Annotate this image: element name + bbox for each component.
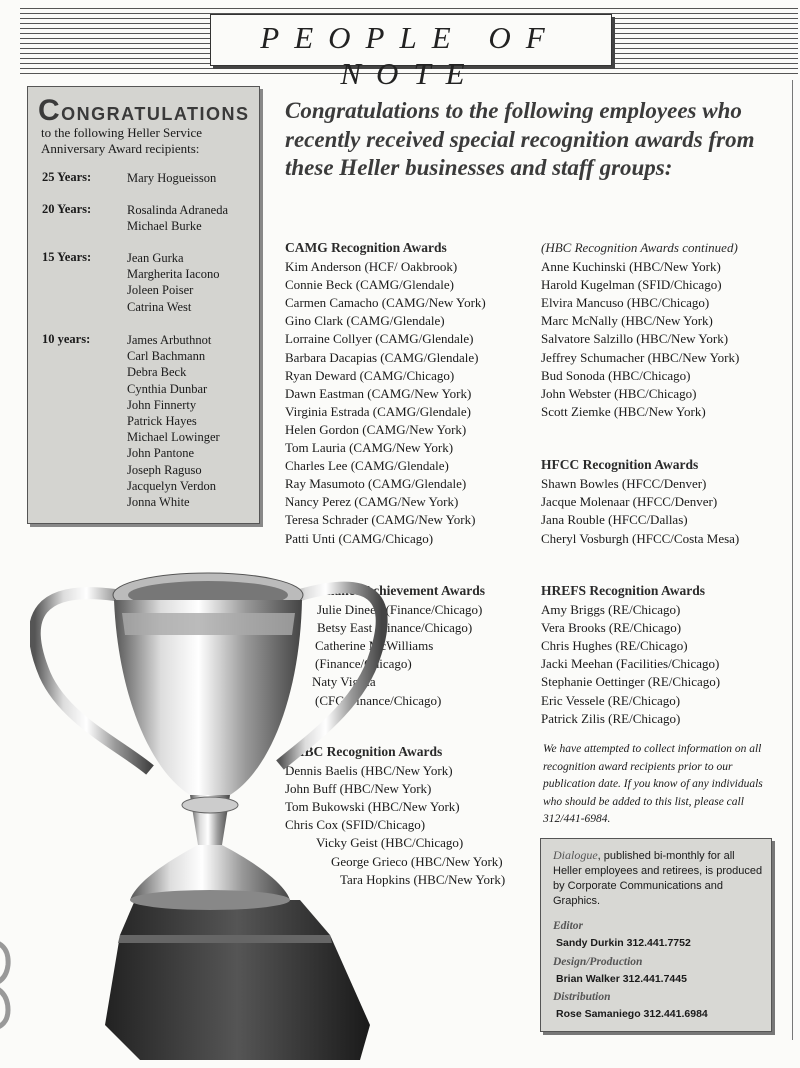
list-item: Jana Rouble (HFCC/Dallas) — [541, 512, 688, 528]
list-item: Nancy Perez (CAMG/New York) — [285, 494, 459, 510]
main-heading: Congratulations to the following employees who recently received special recognition awards from these Heller businesses and staff groups: — [285, 98, 755, 180]
list-item: Patti Unti (CAMG/Chicago) — [285, 530, 434, 546]
list-item: Helen Gordon (CAMG/New York) — [285, 421, 467, 437]
finance-title: Finance Achievement Awards — [315, 583, 485, 598]
list-item: Connie Beck (CAMG/Glendale) — [285, 277, 454, 293]
page-edge-rule — [792, 80, 793, 1040]
collection-note: We have attempted to collect information on all recognition award recipients prior to our publication date. If you know of any individuals who should be added to this list, please call 312/441-6984. — [543, 743, 763, 825]
list-item: Stephanie Oettinger (RE/Chicago) — [541, 674, 721, 690]
list-item: Cynthia Dunbar — [127, 381, 208, 396]
list-item: Marc McNally (HBC/New York) — [541, 313, 713, 329]
hrefs-title: HREFS Recognition Awards — [541, 583, 706, 598]
camg-title: CAMG Recognition Awards — [285, 240, 447, 255]
list-item: John Pantone — [127, 446, 195, 461]
list-item: Jacquelyn Verdon — [127, 478, 216, 493]
list-item: Mary Hogueisson — [127, 171, 217, 185]
list-item: Chris Cox (SFID/Chicago) — [285, 817, 426, 833]
list-item: Catrina West — [127, 299, 192, 314]
list-item: Jacque Molenaar (HFCC/Denver) — [541, 494, 718, 510]
list-item: Cheryl Vosburgh (HFCC/Costa Mesa) — [541, 530, 740, 546]
list-item: Dawn Eastman (CAMG/New York) — [285, 385, 472, 401]
list-item: Carmen Camacho (CAMG/New York) — [285, 295, 486, 311]
list-item: Barbara Dacapias (CAMG/Glendale) — [285, 349, 479, 365]
hbc-continued-title: (HBC Recognition Awards continued) — [541, 240, 738, 255]
anniversary-intro: to the following Heller Service Anniversary Award recipients: — [41, 125, 203, 156]
masthead-description: Dialogue, published bi-monthly for all Heller employees and retirees, is produced by Corporate Communications and Graphics. — [553, 848, 763, 907]
list-item: Margherita Iacono — [127, 267, 220, 282]
list-item: Teresa Schrader (CAMG/New York) — [285, 512, 476, 528]
list-item: Patrick Hayes — [127, 414, 197, 429]
list-item: (Finance/Chicago) — [315, 656, 412, 672]
list-item: George Grieco (HBC/New York) — [331, 853, 503, 869]
list-item: Ryan Deward (CAMG/Chicago) — [285, 367, 455, 383]
design-contact: Brian Walker 312.441.7445 — [556, 973, 687, 985]
list-item: Naty Vigilia — [312, 674, 376, 690]
list-item: Tom Bukowski (HBC/New York) — [285, 799, 460, 815]
list-item: James Arbuthnot — [127, 333, 212, 347]
design-label: Design/Production — [553, 956, 643, 968]
years-label: 25 Years: — [42, 170, 92, 184]
list-item: Eric Vessele (RE/Chicago) — [541, 692, 681, 708]
list-item: John Finnerty — [127, 397, 197, 412]
list-item: Charles Lee (CAMG/Glendale) — [285, 458, 449, 474]
distribution-label: Distribution — [553, 991, 611, 1003]
editor-label: Editor — [553, 920, 584, 932]
list-item: Jacki Meehan (Facilities/Chicago) — [541, 656, 720, 672]
list-item: Jeffrey Schumacher (HBC/New York) — [541, 349, 740, 365]
list-item: Scott Ziemke (HBC/New York) — [541, 403, 706, 419]
list-item: Tara Hopkins (HBC/New York) — [340, 871, 506, 887]
list-item: Jean Gurka — [127, 251, 184, 265]
list-item: John Buff (HBC/New York) — [285, 781, 432, 797]
distribution-contact: Rose Samaniego 312.441.6984 — [556, 1008, 708, 1020]
list-item: Chris Hughes (RE/Chicago) — [541, 638, 688, 654]
list-item: Amy Briggs (RE/Chicago) — [541, 602, 681, 617]
years-label: 10 years: — [42, 332, 91, 346]
list-item: Ray Masumoto (CAMG/Glendale) — [285, 476, 467, 492]
trophy-icon — [30, 555, 400, 1065]
list-item: Gino Clark (CAMG/Glendale) — [285, 313, 445, 329]
years-label: 15 Years: — [42, 250, 92, 264]
names-10 — [127, 332, 220, 510]
list-item: Harold Kugelman (SFID/Chicago) — [541, 277, 722, 293]
names-20 — [127, 202, 228, 234]
list-item: John Webster (HBC/Chicago) — [541, 385, 697, 401]
list-item: (CFG-Finance/Chicago) — [315, 692, 442, 708]
list-item: Vicky Geist (HBC/Chicago) — [316, 835, 464, 851]
list-item: Catherine McWilliams — [315, 638, 434, 654]
list-item: Carl Bachmann — [127, 349, 206, 364]
names-25 — [127, 170, 216, 186]
list-item: Michael Burke — [127, 219, 202, 234]
congratulations-heading: CONGRATULATIONS — [38, 94, 250, 127]
list-item: Rosalinda Adraneda — [127, 203, 229, 217]
list-item: Virginia Estrada (CAMG/Glendale) — [285, 403, 471, 419]
list-item: Michael Lowinger — [127, 430, 220, 445]
list-item: Elvira Mancuso (HBC/Chicago) — [541, 295, 710, 311]
editor-contact: Sandy Durkin 312.441.7752 — [556, 937, 691, 949]
publication-name: Dialogue — [553, 848, 598, 862]
list-item: Kim Anderson (HCF/ Oakbrook) — [285, 259, 458, 274]
list-item: Joleen Poiser — [127, 283, 194, 298]
page-number-fragment — [0, 935, 12, 1035]
list-item: Tom Lauria (CAMG/New York) — [285, 440, 454, 455]
page-title: PEOPLE OF NOTE — [260, 20, 560, 91]
list-item: Julie Dineen (Finance/Chicago) — [317, 602, 483, 617]
years-label: 20 Years: — [42, 202, 92, 216]
list-item: Jonna White — [127, 495, 190, 510]
list-item: Anne Kuchinski (HBC/New York) — [541, 259, 721, 274]
list-item: Betsy East (Finance/Chicago) — [317, 620, 473, 636]
list-item: Bud Sonoda (HBC/Chicago) — [541, 367, 691, 383]
names-15 — [127, 250, 219, 315]
hfcc-title: HFCC Recognition Awards — [541, 457, 699, 472]
list-item: Debra Beck — [127, 365, 187, 380]
list-item: Patrick Zilis (RE/Chicago) — [541, 710, 681, 726]
list-item: Vera Brooks (RE/Chicago) — [541, 620, 682, 636]
list-item: Joseph Raguso — [127, 462, 202, 477]
list-item: Lorraine Collyer (CAMG/Glendale) — [285, 331, 474, 347]
list-item: Dennis Baelis (HBC/New York) — [285, 763, 453, 778]
hbc-title: HBC Recognition Awards — [294, 744, 443, 759]
list-item: Salvatore Salzillo (HBC/New York) — [541, 331, 729, 347]
list-item: Shawn Bowles (HFCC/Denver) — [541, 476, 707, 491]
